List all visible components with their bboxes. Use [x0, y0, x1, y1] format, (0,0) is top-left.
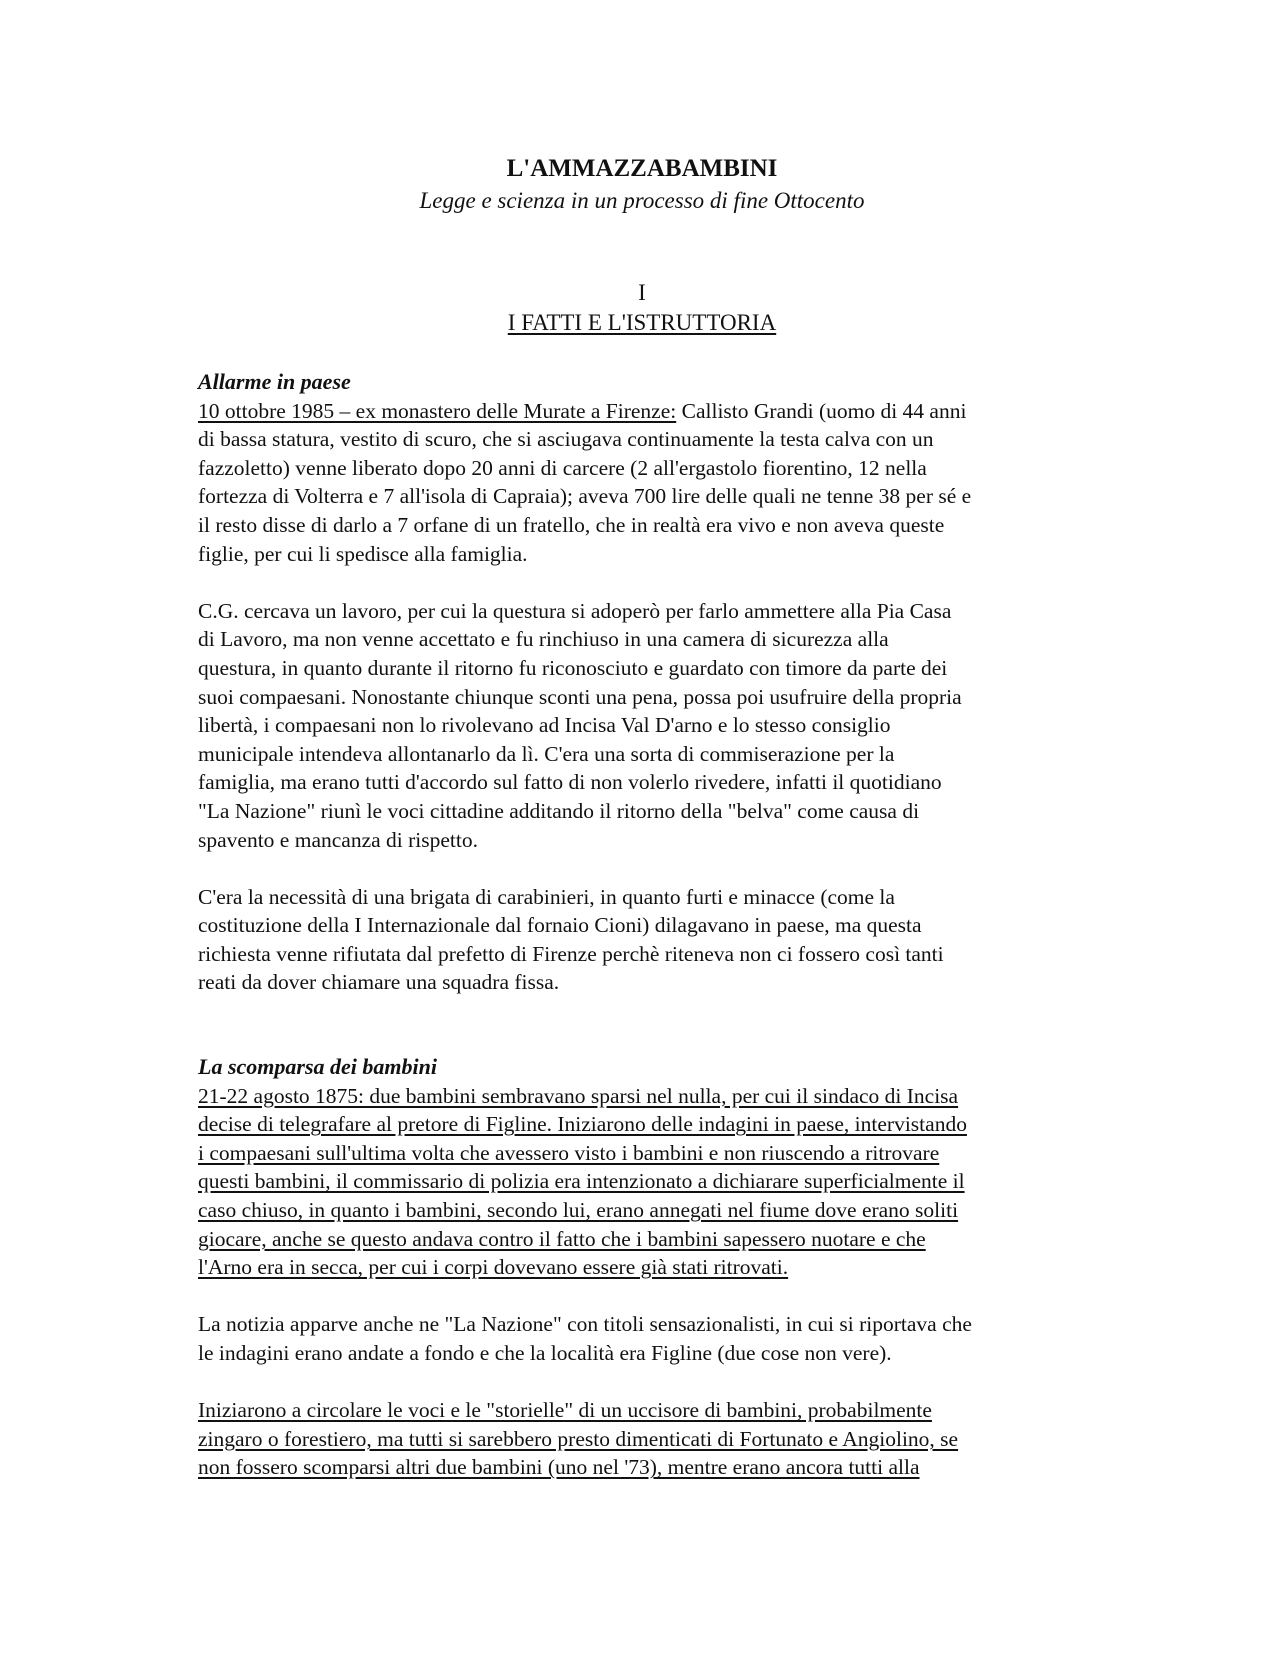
chapter-title: I FATTI E L'ISTRUTTORIA — [507, 310, 777, 335]
paragraph-line: libertà, i compaesani non lo rivolevano ad Incisa Val D'arno e lo stesso consiglio — [198, 713, 891, 738]
underlined-text: decise di telegrafare al pretore di Figline. Iniziarono delle indagini in paese, intervistando — [198, 1112, 967, 1137]
paragraph-line — [198, 1196, 1086, 1225]
paragraph-line — [198, 1167, 1086, 1196]
paragraph-line — [198, 1396, 1086, 1425]
paragraph — [198, 597, 1086, 854]
underlined-text: 21-22 agosto 1875: due bambini sembravano sparsi nel nulla, per cui il sindaco di Incisa — [198, 1083, 959, 1108]
paragraph-line — [198, 1225, 1086, 1254]
paragraph-line: "La Nazione" riunì le voci cittadine additando il ritorno della "belva" come causa di — [198, 798, 920, 823]
paragraph-line: costituzione della I Internazionale dal fornaio Cioni) dilagavano in paese, ma questa — [198, 913, 922, 938]
paragraph-line: famiglia, ma erano tutti d'accordo sul fatto di non volerlo rivedere, infatti il quotidiano — [198, 770, 942, 795]
section-heading: Allarme in paese — [198, 369, 351, 394]
section-heading: La scomparsa dei bambini — [198, 1054, 437, 1080]
section-allarme-in-paese — [198, 368, 1086, 997]
date-location-underlined: 10 ottobre 1985 – ex monastero delle Murate a Firenze: — [198, 398, 677, 423]
paragraph-line: figlie, per cui li spedisce alla famiglia. — [198, 541, 528, 566]
paragraph-line — [198, 1253, 1086, 1282]
paragraph-line: di Lavoro, ma non venne accettato e fu rinchiuso in una camera di sicurezza alla — [198, 627, 889, 652]
paragraph-line — [198, 1453, 1086, 1482]
paragraph-line: il resto disse di darlo a 7 orfane di un fratello, che in realtà era vivo e non aveva queste — [198, 512, 945, 537]
paragraph-line: fazzoletto) venne liberato dopo 20 anni di carcere (2 all'ergastolo fiorentino, 12 nella — [198, 455, 927, 480]
paragraph-line: questura, in quanto durante il ritorno fu riconosciuto e guardato con timore da parte dei — [198, 655, 948, 680]
paragraph — [198, 1310, 1086, 1367]
paragraph-line — [198, 1139, 1086, 1168]
underlined-text: i compaesani sull'ultima volta che avessero visto i bambini e non riuscendo a ritrovare — [198, 1140, 940, 1165]
paragraph-line — [198, 397, 1086, 426]
document-subtitle: Legge e scienza in un processo di fine Ottocento — [419, 188, 865, 213]
section-la-scomparsa-dei-bambini — [198, 1053, 1086, 1482]
paragraph-line: municipale intendeva allontanarlo da lì. C'era una sorta di commiserazione per la — [198, 741, 895, 766]
paragraph — [198, 883, 1086, 997]
underlined-text: non fossero scomparsi altri due bambini (uno nel '73), mentre erano ancora tutti alla — [198, 1455, 920, 1480]
paragraph-line — [198, 1425, 1086, 1454]
document-title: L'AMMAZZABAMBINI — [506, 155, 778, 182]
paragraph-line: le indagini erano andate a fondo e che la località era Figline (due cose non vere). — [198, 1341, 892, 1365]
paragraph-line: spavento e mancanza di rispetto. — [198, 827, 478, 852]
underlined-text: Iniziarono a circolare le voci e le "storielle" di un uccisore di bambini, probabilmente — [198, 1398, 932, 1423]
document-page — [198, 152, 1086, 1482]
paragraph-line: di bassa statura, vestito di scuro, che si asciugava continuamente la testa calva con un — [198, 427, 934, 452]
paragraph-underlined — [198, 1396, 1086, 1482]
paragraph-line: C.G. cercava un lavoro, per cui la questura si adoperò per farlo ammettere alla Pia Casa — [198, 598, 952, 623]
underlined-text: questi bambini, il commissario di polizia era intenzionato a dichiarare superficialmente il — [198, 1169, 965, 1194]
paragraph-line — [198, 1110, 1086, 1139]
paragraph-line: fortezza di Volterra e 7 all'isola di Capraia); aveva 700 lire delle quali ne tenne 38 per sé e — [198, 484, 972, 509]
paragraph-text: Callisto Grandi (uomo di 44 anni — [676, 398, 967, 423]
paragraph-line: suoi compaesani. Nonostante chiunque sconti una pena, possa poi usufruire della propria — [198, 684, 962, 709]
underlined-text: zingaro o forestiero, ma tutti si sarebbero presto dimenticati di Fortunato e Angiolino, se — [198, 1426, 959, 1451]
paragraph-line — [198, 1082, 1086, 1111]
paragraph — [198, 397, 1086, 569]
paragraph-line: reati da dover chiamare una squadra fissa. — [198, 970, 560, 995]
underlined-text: caso chiuso, in quanto i bambini, secondo lui, erano annegati nel fiume dove erano soliti — [198, 1198, 959, 1223]
underlined-text: l'Arno era in secca, per cui i corpi dovevano essere già stati ritrovati. — [198, 1255, 789, 1280]
paragraph-line: richiesta venne rifiutata dal prefetto di Firenze perchè riteneva non ci fossero così tanti — [198, 941, 944, 966]
chapter-number: I — [638, 280, 646, 305]
underlined-text: giocare, anche se questo andava contro il fatto che i bambini sapessero nuotare e che — [198, 1226, 926, 1251]
paragraph-underlined — [198, 1082, 1086, 1282]
paragraph-line: La notizia apparve anche ne "La Nazione" con titoli sensazionalisti, in cui si riportava che — [198, 1312, 972, 1337]
paragraph-line: C'era la necessità di una brigata di carabinieri, in quanto furti e minacce (come la — [198, 884, 895, 909]
